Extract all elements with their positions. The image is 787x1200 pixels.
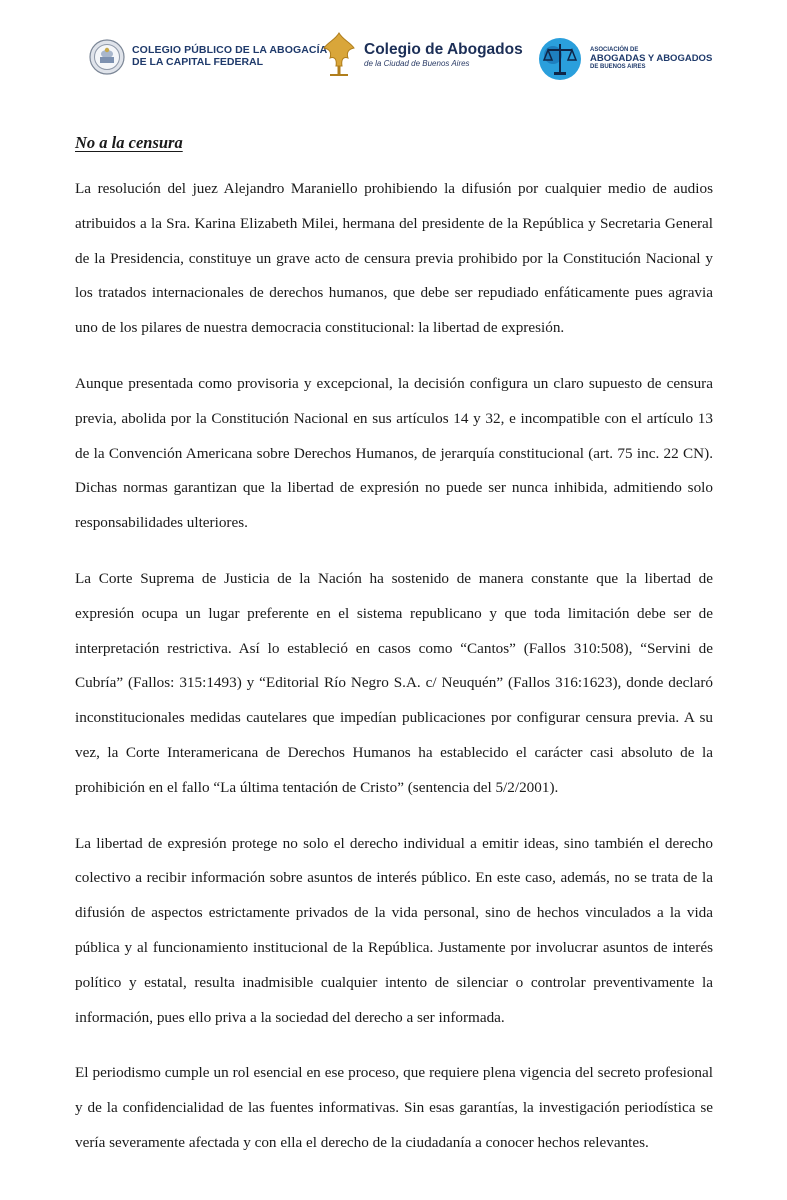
paragraph: La Corte Suprema de Justicia de la Nación ha sostenido de manera constante que la libertad de expresión ocupa un lugar preferente en el sistema republicano y que toda limitación debe ser de interpretación restrictiva. Así lo estableció en casos como “Cantos” (Fallos 310:508), “Servini de Cubría” (Fallos: 315:1493) y “Editorial Río Negro S.A. c/ Neuquén” (Fallos 316:1623), donde declaró inconstitucionales medidas cautelares que impedían publicaciones por configurar censura previa. A su vez, la Corte Interamericana de Derechos Humanos ha establecido el carácter casi absoluto de la prohibición en el fallo “La última tentación de Cristo” (sentencia del 5/2/2001). (75, 569, 713, 796)
cacba-name: Colegio de Abogados (364, 41, 523, 59)
scales-of-justice-icon (536, 36, 584, 82)
paragraph: El periodismo cumple un rol esencial en ese proceso, que requiere plena vigencia del secreto profesional y de la confidencialidad de las fuentes informativas. Sin esas garantías, la investigación periodística se vería severamente afectada y con ella el derecho de la ciudadanía a conocer hechos relevantes. (75, 1064, 713, 1151)
cpacf-logo (88, 38, 327, 76)
paragraph: La libertad de expresión protege no solo el derecho individual a emitir ideas, sino también el derecho colectivo a recibir información sobre asuntos de interés público. En este caso, además, no se trata de la difusión de aspectos estrictamente privados de la vida personal, sino de hechos vinculados a la vida pública y al funcionamiento institucional de la República. Justamente por involucrar asuntos de interés político y estatal, resulta inadmisible cualquier intento de silenciar o controlar preventivamente la información, pues ello priva a la sociedad del derecho a ser informada. (75, 834, 713, 1026)
aaba-prefix: ASOCIACIÓN DE (590, 47, 639, 54)
aaba-name: ABOGADAS Y ABOGADOS (590, 52, 713, 64)
cacba-subname: de la Ciudad de Buenos Aires (364, 59, 470, 69)
cpacf-seal-icon (88, 38, 126, 76)
cacba-leaf-icon (318, 30, 360, 80)
document-body (75, 172, 713, 1182)
document-title: No a la censura (75, 133, 183, 152)
cpacf-name: COLEGIO PÚBLICO DE LA ABOGACÍA (132, 44, 328, 57)
cpacf-subname: DE LA CAPITAL FEDERAL (132, 56, 264, 68)
aaba-suffix: DE BUENOS AIRES (590, 64, 646, 71)
paragraph: La resolución del juez Alejandro Maraniello prohibiendo la difusión por cualquier medio de audios atribuidos a la Sra. Karina Elizabeth Milei, hermana del presidente de la República y Secretaria General de la Presidencia, constituye un grave acto de censura previa prohibido por la Constitución Nacional y los tratados internacionales de derechos humanos, que debe ser repudiado enfáticamente pues agravia uno de los pilares de nuestra democracia constitucional: la libertad de expresión. (75, 180, 713, 337)
letterhead (0, 30, 787, 90)
paragraph: Aunque presentada como provisoria y excepcional, la decisión configura un claro supuesto de censura previa, abolida por la Constitución Nacional en sus artículos 14 y 32, e incompatible con el artículo 13 de la Convención Americana sobre Derechos Humanos, de jerarquía constitucional (art. 75 inc. 22 CN). Dichas normas garantizan que la libertad de expresión no puede ser nunca inhibida, admitiendo solo responsabilidades ulteriores. (75, 374, 713, 532)
cacba-logo (318, 30, 523, 80)
aaba-logo (536, 36, 712, 82)
